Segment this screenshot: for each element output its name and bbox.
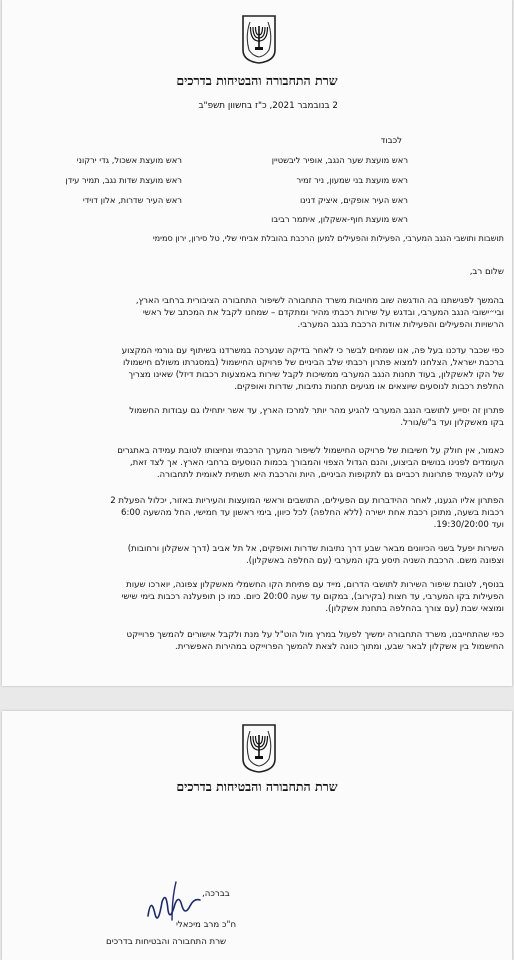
paragraph-4: כאמור, אין חולק על חשיבות של פרויקט החישמול לשיפור המערך הרכבתי ונחיצותו לטובת עמידה באתגרים העומדים לפנינו בנושים הביצוע, והנם הגדול הצפוי והמבורך בכמות הנוסעים ברחבי הארץ. אך לצד זאת, עלינו להעמיד פתרונות רכביים גם לתקופות הביניים, היות והרכבת היא תשתית לאומית לתחבורה. (117, 446, 504, 480)
recipient: ראש מועצת אשכול, גדי ירקוני (76, 155, 182, 165)
recipient: ראש מועצת שדות נגב, תמיר עידן (65, 175, 182, 185)
recipient: תושבות ותושבי הנגב המערבי, הפעילות והפעילים למען הרכבת בהובלת אביחי שלי, טל סירון, ירון סמימי (152, 233, 504, 243)
paragraph-5: הפתרון אליו הגענו, לאחר ההידברות עם הפעילים, התושבים וראשי המועצות והעיריות באזור, יכלול הפעלת 2 רכבות בשעה, מתוכן רכבת אחת ישירה (ללא החלפה) לכל כיוון, בימי ראשון עד חמישי, החל מהשעה 6:00 ועד 19:30/20:00. (110, 496, 504, 530)
ministry-heading: שרת התחבורה והבטיחות בדרכים (176, 779, 338, 794)
letter-page-1 (2, 0, 512, 686)
letter-date: 2 בנובמבר 2021, כ"ז בחשוון תשפ"ב (198, 101, 338, 111)
state-emblem-icon (240, 723, 278, 773)
paragraph-1: בהמשך לפגישתנו בה הודגשה שוב מחויבות משרד התחבורה לשיפור התחבורה הציבורית ברחבי הארץ, ובי״ישובי הנגב המערבי, ובדגש על שירות רכבתי מהיר ומתקדם – שמחנו לקבל את המכתב של ראשי הרשויות והפעילים והפעילות אודות הרכבת בנגב המערבי. (135, 296, 504, 330)
recipient: ראש מועצת חוף-אשקלון, איתמר רביבו (271, 214, 408, 224)
to-label: לכבוד (380, 136, 402, 146)
recipient: ראש מועצת בני שמעון, ניר זמיר (296, 175, 408, 185)
greeting: שלום רב, (469, 267, 504, 277)
signatory-name: ח"כ מרב מיכאלי (176, 920, 237, 930)
signatory-title: שרת התחבורה והבטיחות בדרכים (106, 937, 227, 947)
ministry-heading: שרת התחבורה והבטיחות בדרכים (176, 73, 338, 88)
paragraph-8: כפי שהתחייבנו, משרד התחבורה ימשיך לפעול במרץ מול הוט"ל על מנת ולקבל אישורים להמשך פרוייקט החישמול בין אשקלון לבאר שבע, ומתוך כוונה לצאת להמשך הפרוייקט במהירות האפשרית. (126, 630, 504, 652)
closing-regards: בברכה, (202, 889, 230, 899)
state-emblem-icon (240, 14, 278, 64)
recipient: ראש העיר שדרות, אלון דוידי (82, 195, 182, 205)
paragraph-7: בנוסף, לטובת שיפור השירות לתושבי הדרום, מייד עם פתיחת הקו החשמלי מאשקלון צפונה, יוארכו שעות הפעילות בקו המערבי, עד חצות (בקירוב), במקום עד שעה 20:00 כיום. כמו כן תופעלנה רכבות בימי שישי ומוצאי שבת (עם צורך בהחלפה בתחנת אשקלון). (121, 580, 504, 614)
recipient: ראש מועצת שער הנגב, אופיר ליבשטיין (271, 155, 408, 165)
letter-page-2 (2, 711, 512, 960)
recipient: ראש העיר אופקים, איציק דנינו (299, 195, 408, 205)
paragraph-3: פתרון זה יסייע לתושבי הנגב המערבי להגיע מהר יותר למרכז הארץ, עד אשר יתחילו גם עבודות החשמול בקו מאשקלון ועד ב"ש/גורל. (129, 406, 504, 428)
paragraph-6: השירות יפעל בשני הכיוונים מבאר שבע דרך נתיבות שדרות ואופקים, אל תל אביב (דרך אשקלון ורחובות) וצפונה משם. הרכבת השניה תיסע בקו המערבי (עם החלפה באשקלון). (127, 544, 504, 566)
paragraph-2: כפי שכבר עדכנו בעל פה, אנו שמחים לבשר כי לאחר בדיקה שנערכה במשרדנו בשיתוף עם גורמי המקצוע ברכבת ישראל, הצלחנו למצוא פתרון רכבתי שלב הביניים של פרויקט החישמול (במסגרתו משולם חישמולו של הקו לאשקלון, בעוד תחנות הנגב המערבי ממשיכות לקבל שירות באמצעות רכבות דיזל) שאינו מצריך החלפת רכבות לנוסעים שיוצאים או מגיעים תחנות נתיבות, שדרות ואופקים. (121, 346, 504, 392)
